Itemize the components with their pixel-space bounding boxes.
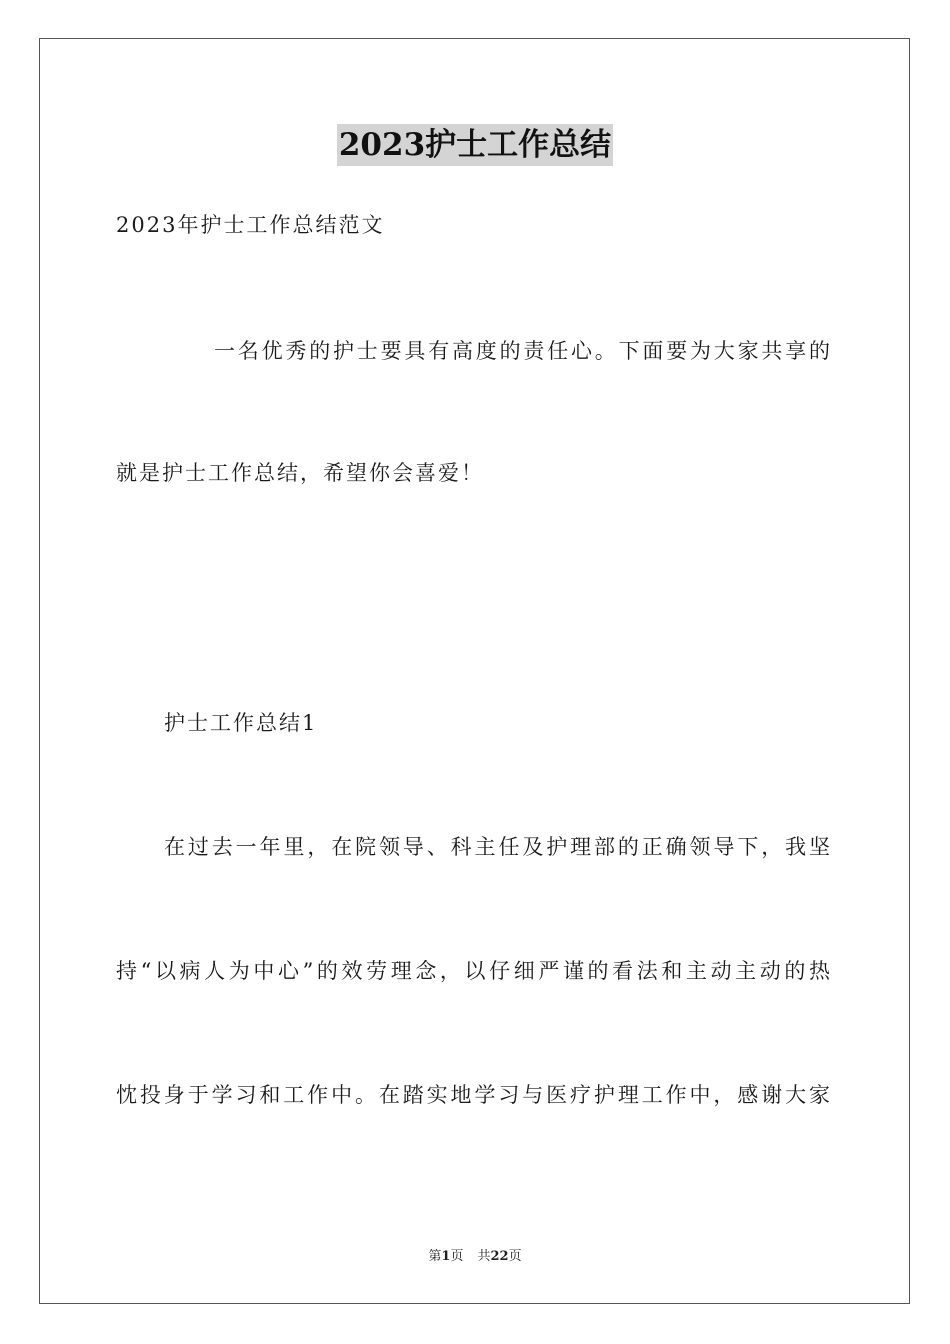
paragraph-line: 一名优秀的护士要具有高度的责任心。下面要为大家共享的: [214, 339, 832, 363]
total-label-prefix: 共: [477, 1249, 491, 1264]
page-number: 1: [441, 1249, 451, 1264]
page-label-suffix: 页: [450, 1249, 464, 1264]
paragraph-line: 忱投身于学习和工作中。在踏实地学习与医疗护理工作中，感谢大家: [116, 1083, 832, 1107]
document-subtitle: 2023年护士工作总结范文: [116, 213, 385, 237]
paragraph-line: 在过去一年里，在院领导、科主任及护理部的正确领导下，我坚: [164, 835, 832, 859]
title-container: [0, 124, 950, 166]
page-label-prefix: 第: [428, 1249, 442, 1264]
document-title: 2023护士工作总结: [337, 124, 613, 166]
section-heading: 护士工作总结1: [164, 711, 318, 735]
total-label-suffix: 页: [508, 1249, 522, 1264]
paragraph-line: 就是护士工作总结，希望你会喜爱！: [116, 461, 484, 485]
total-pages: 22: [490, 1249, 509, 1264]
page-footer: [0, 1248, 950, 1266]
paragraph-line: 持“以病人为中心”的效劳理念，以仔细严谨的看法和主动主动的热: [116, 959, 832, 983]
